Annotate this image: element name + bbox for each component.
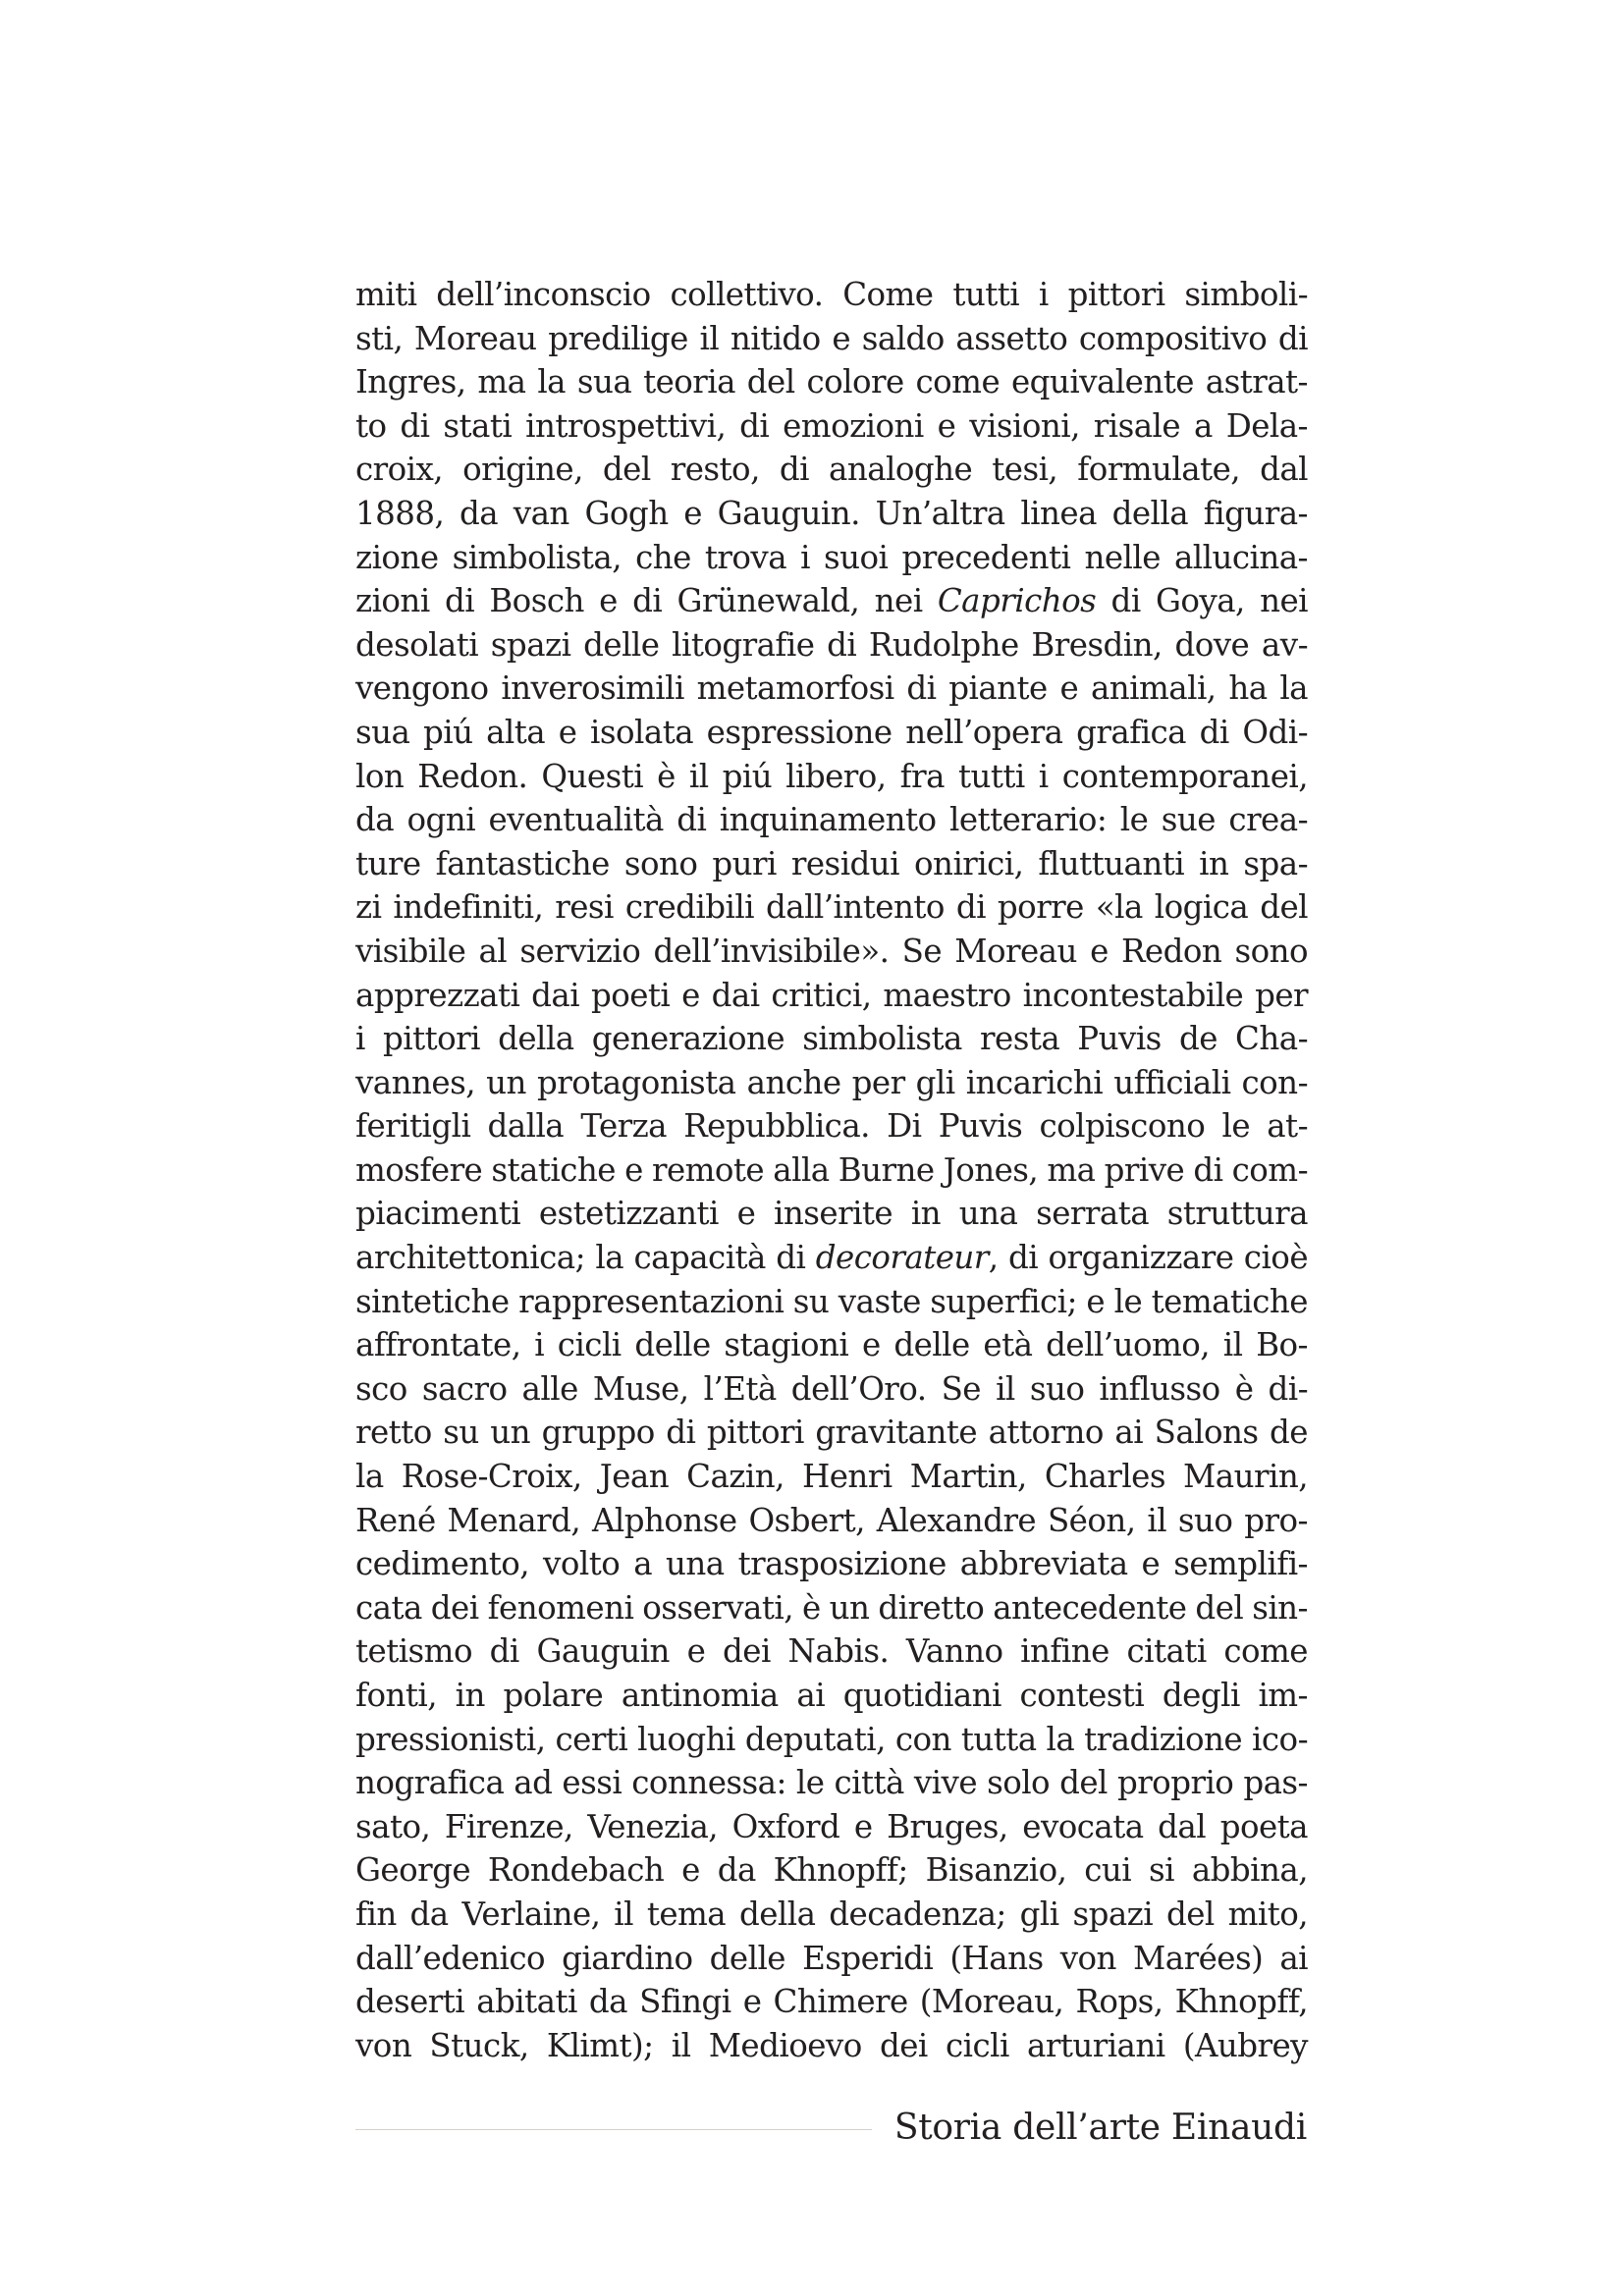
footer-title: Storia dell’arte Einaudi bbox=[893, 2108, 1307, 2148]
body-text bbox=[355, 273, 1308, 2067]
text-line: mosfere statiche e remote alla Burne Jones, ma prive di com- bbox=[355, 1150, 1308, 1189]
text-line: sco sacro alle Muse, l’Età dell’Oro. Se il suo influsso è di- bbox=[355, 1369, 1308, 1408]
text-line: George Rondebach e da Khnopff; Bisanzio, cui si abbina, bbox=[355, 1851, 1308, 1890]
text-line: i pittori della generazione simbolista resta Puvis de Cha- bbox=[355, 1020, 1308, 1058]
text-line: zi indefiniti, resi credibili dall’intento di porre «la logica del bbox=[355, 888, 1308, 927]
text-line: vannes, un protagonista anche per gli incarichi ufficiali con- bbox=[355, 1063, 1308, 1101]
text-line: sintetiche rappresentazioni su vaste superfici; e le tematiche bbox=[355, 1282, 1308, 1320]
text-line: feritigli dalla Terza Repubblica. Di Puvis colpiscono le at- bbox=[355, 1107, 1308, 1146]
text-line: vengono inverosimili metamorfosi di piante e animali, ha la bbox=[355, 669, 1308, 708]
text-line: piacimenti estetizzanti e inserite in una serrata struttura bbox=[355, 1195, 1308, 1233]
text-line: sti, Moreau predilige il nitido e saldo assetto compositivo di bbox=[355, 319, 1308, 357]
text-line bbox=[355, 579, 1308, 623]
text-line: 1888, da van Gogh e Gauguin. Un’altra linea della figura- bbox=[355, 494, 1308, 532]
text-line: da ogni eventualità di inquinamento letterario: le sue crea- bbox=[355, 801, 1308, 839]
text-line: zione simbolista, che trova i suoi precedenti nelle allucina- bbox=[355, 538, 1308, 576]
text-line: croix, origine, del resto, di analoghe tesi, formulate, dal bbox=[355, 451, 1308, 489]
text-segment: di Goya, nei bbox=[1096, 582, 1308, 620]
text-line: dall’edenico giardino delle Esperidi (Hans von Marées) ai bbox=[355, 1939, 1308, 1977]
text-line: desolati spazi delle litografie di Rudolphe Bresdin, dove av- bbox=[355, 625, 1308, 664]
text-line: von Stuck, Klimt); il Medioevo dei cicli arturiani (Aubrey bbox=[355, 2026, 1308, 2064]
text-line: visibile al servizio dell’invisibile». Se Moreau e Redon sono bbox=[355, 932, 1308, 970]
footer-rule bbox=[355, 2129, 872, 2130]
text-line: retto su un gruppo di pittori gravitante attorno ai Salons de bbox=[355, 1414, 1308, 1452]
italic-title: decorateur bbox=[815, 1239, 989, 1277]
text-line: fonti, in polare antinomia ai quotidiani contesti degli im- bbox=[355, 1677, 1308, 1714]
text-segment: zioni di Bosch e di Grünewald, nei bbox=[355, 582, 938, 620]
text-line: ture fantastiche sono puri residui onirici, fluttuanti in spa- bbox=[355, 844, 1308, 882]
text-line: Ingres, ma la sua teoria del colore come equivalente astrat- bbox=[355, 363, 1308, 401]
text-line: apprezzati dai poeti e dai critici, maestro incontestabile per bbox=[355, 976, 1308, 1014]
text-line: affrontate, i cicli delle stagioni e delle età dell’uomo, il Bo- bbox=[355, 1326, 1308, 1364]
text-line: deserti abitati da Sfingi e Chimere (Moreau, Rops, Khnopff, bbox=[355, 1983, 1308, 2021]
text-line: to di stati introspettivi, di emozioni e visioni, risale a Dela- bbox=[355, 406, 1308, 445]
text-line: sua piú alta e isolata espressione nell’opera grafica di Odi- bbox=[355, 713, 1308, 751]
text-line: tetismo di Gauguin e dei Nabis. Vanno infine citati come bbox=[355, 1632, 1308, 1671]
text-line: sato, Firenze, Venezia, Oxford e Bruges, evocata dal poeta bbox=[355, 1807, 1308, 1845]
text-line bbox=[355, 1236, 1308, 1280]
text-line: la Rose-Croix, Jean Cazin, Henri Martin, Charles Maurin, bbox=[355, 1458, 1308, 1496]
text-segment: , di organizzare cioè bbox=[988, 1239, 1309, 1277]
text-segment: architettonica; la capacità di bbox=[355, 1239, 816, 1277]
text-line: fin da Verlaine, il tema della decadenza; gli spazi del mito, bbox=[355, 1895, 1308, 1933]
text-line: lon Redon. Questi è il piú libero, fra tutti i contemporanei, bbox=[355, 757, 1308, 795]
text-line: cata dei fenomeni osservati, è un diretto antecedente del sin- bbox=[355, 1588, 1308, 1627]
text-line: pressionisti, certi luoghi deputati, con tutta la tradizione ico- bbox=[355, 1720, 1308, 1758]
italic-title: Caprichos bbox=[937, 582, 1097, 620]
text-line: cedimento, volto a una trasposizione abbreviata e semplifi- bbox=[355, 1545, 1308, 1583]
text-line: miti dell’inconscio collettivo. Come tutti i pittori simboli- bbox=[355, 276, 1308, 313]
text-line: nografica ad essi connessa: le città vive solo del proprio pas- bbox=[355, 1764, 1308, 1802]
text-line: René Menard, Alphonse Osbert, Alexandre Séon, il suo pro- bbox=[355, 1501, 1308, 1539]
